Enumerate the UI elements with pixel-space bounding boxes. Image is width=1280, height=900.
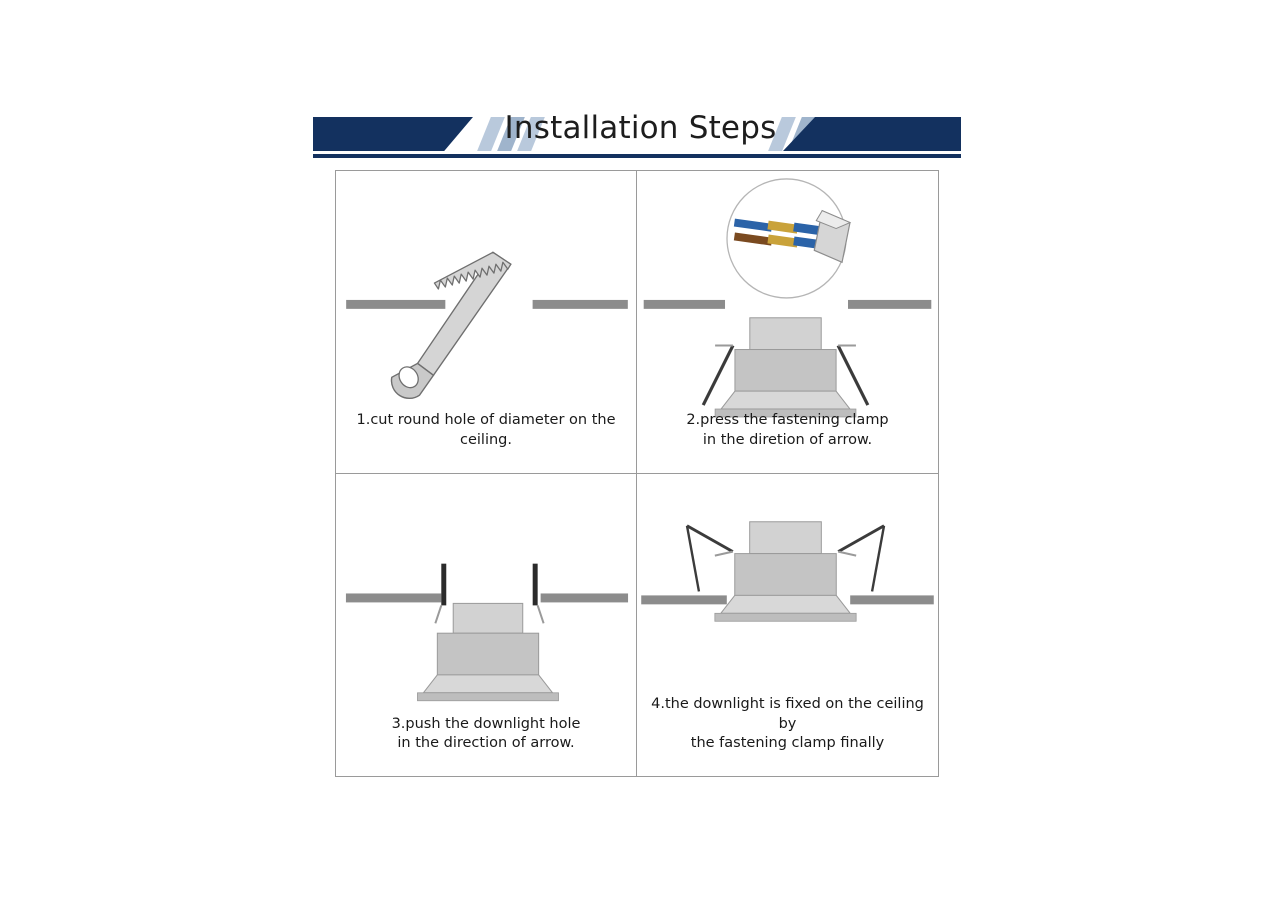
- step-3-caption: [344, 715, 628, 754]
- step-4-caption-line-2: the fastening clamp finally: [690, 735, 885, 752]
- step-4-caption-line-1: 4.the downlight is fixed on the ceiling by: [651, 696, 924, 732]
- step-2-caption-line-2: in the diretion of arrow.: [702, 431, 873, 448]
- title-banner: [313, 110, 961, 158]
- step-3-caption-line-2: in the direction of arrow.: [397, 735, 575, 752]
- banner-underline: [313, 154, 961, 158]
- step-cell-1: [336, 171, 637, 474]
- step-2-caption: [645, 411, 930, 450]
- step-cell-2: [637, 171, 938, 474]
- step-cell-4: [637, 474, 938, 777]
- step-2-caption-line-1: 2.press the fastening clamp: [686, 412, 889, 429]
- step-1-caption: [344, 411, 628, 450]
- banner-left-block: [313, 117, 473, 151]
- step-cell-3: [336, 474, 637, 777]
- step-3-caption-line-1: 3.push the downlight hole: [391, 715, 581, 732]
- page-title: Installation Steps: [504, 110, 777, 146]
- step-4-caption: [645, 695, 930, 754]
- step-1-caption-line-1: 1.cut round hole of diameter on the ceiling.: [356, 412, 616, 448]
- steps-grid: [335, 170, 939, 777]
